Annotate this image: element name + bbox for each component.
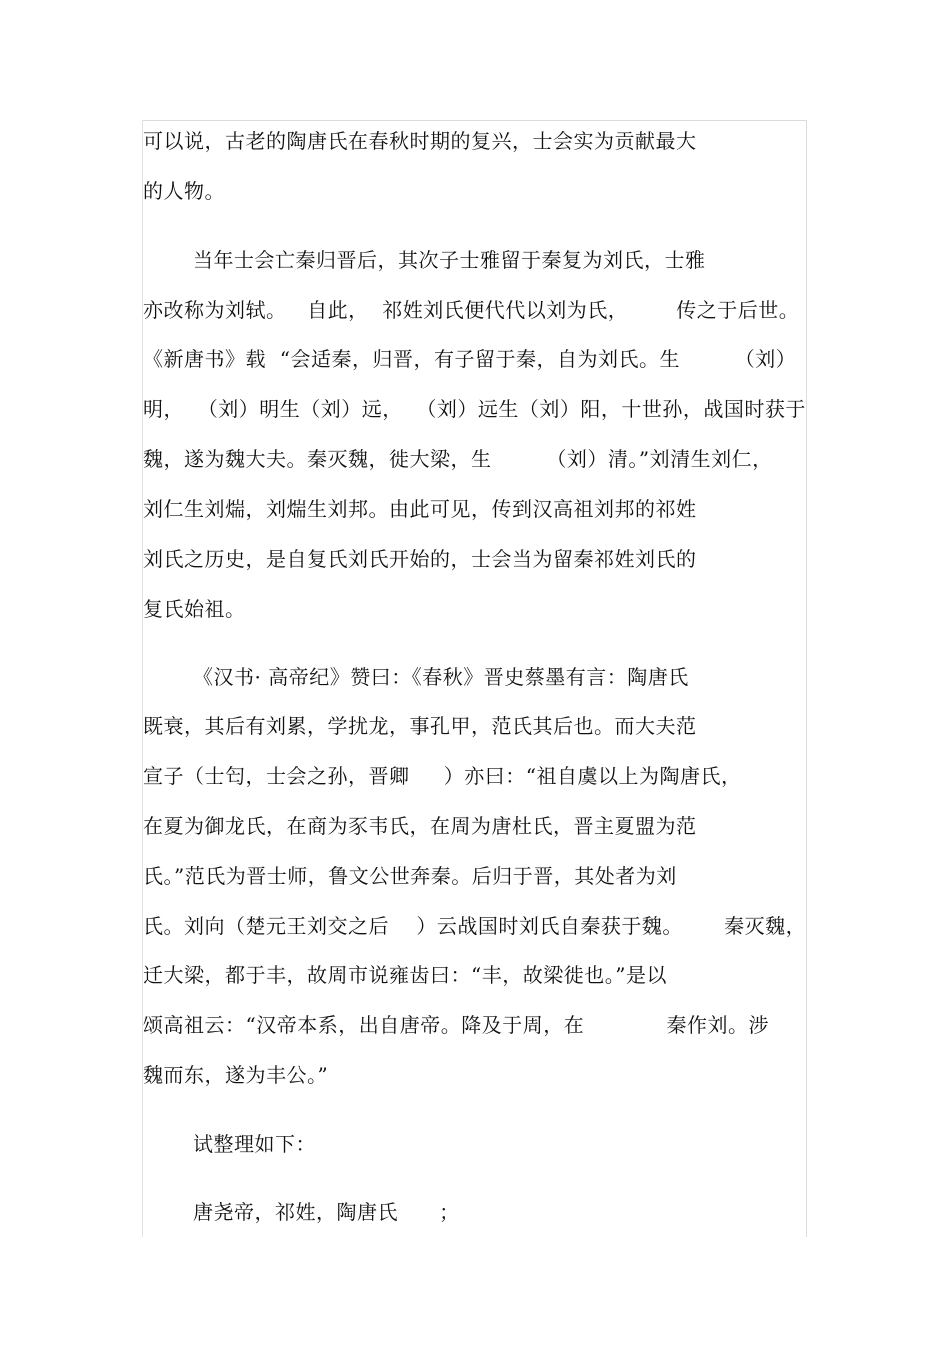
page-frame-right-border: [806, 120, 807, 1237]
page-frame-top-border: [142, 120, 806, 121]
text-line: 刘仁生刘煓，刘煓生刘邦。由此可见，传到汉高祖刘邦的祁姓: [143, 497, 697, 521]
text-line: 既衰，其后有刘累，学扰龙，事孔甲，范氏其后也。而大夫范: [143, 714, 697, 738]
text-line: 唐尧帝，祁姓，陶唐氏 ；: [193, 1200, 460, 1224]
text-line: 魏，遂为魏大夫。秦灭魏，徙大梁，生 （刘）清。”刘清生刘仁，: [143, 447, 773, 471]
text-line: 魏而东，遂为丰公。”: [143, 1063, 329, 1087]
text-line: 亦改称为刘轼。 自此， 祁姓刘氏便代代以刘为氏， 传之于后世。: [143, 298, 800, 322]
text-line: 可以说，古老的陶唐氏在春秋时期的复兴，士会实为贡献最大: [143, 129, 697, 153]
text-line: 《新唐书》载 “会适秦，归晋，有子留于秦，自为刘氏。生 （刘）: [143, 347, 797, 371]
text-line: 复氏始祖。: [143, 597, 246, 621]
text-line: 宣子（士匄，士会之孙，晋卿 ）亦曰：“祖自虞以上为陶唐氏，: [143, 764, 742, 788]
text-line: 试整理如下：: [193, 1132, 316, 1156]
text-line: 的人物。: [143, 179, 225, 203]
text-line: 氏。刘向（楚元王刘交之后 ）云战国时刘氏自秦获于魏。 秦灭魏，: [143, 914, 807, 938]
text-line: 氏。”范氏为晋士师，鲁文公世奔秦。后归于晋，其处者为刘: [143, 864, 677, 888]
text-line: 当年士会亡秦归晋后，其次子士雅留于秦复为刘氏，士雅: [193, 248, 706, 272]
text-line: 颂高祖云：“汉帝本系，出自唐帝。降及于周，在 秦作刘。涉: [143, 1013, 770, 1037]
text-line: 迁大梁，都于丰，故周市说雍齿曰：“丰，故梁徙也。”是以: [143, 963, 667, 987]
text-line: 明， （刘）明生（刘）远， （刘）远生（刘）阳，十世孙，战国时获于: [143, 397, 806, 421]
text-line: 《汉书· 高帝纪》赞曰：《春秋》晋史蔡墨有言：陶唐氏: [193, 665, 689, 689]
text-line: 刘氏之历史，是自复氏刘氏开始的，士会当为留秦祁姓刘氏的: [143, 547, 697, 571]
text-line: 在夏为御龙氏，在商为豕韦氏，在周为唐杜氏，晋主夏盟为范: [143, 814, 697, 838]
